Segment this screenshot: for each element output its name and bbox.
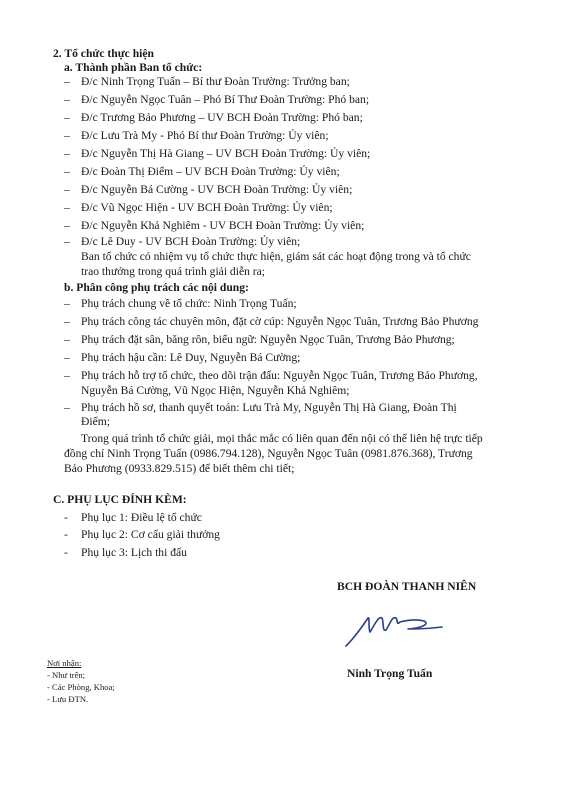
list-item: Phụ trách đặt sân, băng rôn, biểu ngữ: Nguyễn Ngọc Tuân, Trương Bảo Phương; — [81, 333, 455, 346]
duty-text: trao thưởng trong quá trình giải diễn ra; — [81, 265, 266, 278]
list-item-continuation: Nguyễn Bá Cường, Vũ Ngọc Hiện, Nguyễn Khả Nghiêm; — [81, 384, 350, 397]
list-bullet: – — [64, 235, 70, 248]
list-item: Phụ trách chung về tổ chức: Ninh Trọng Tuấn; — [81, 297, 297, 310]
list-bullet: - — [64, 528, 68, 541]
list-bullet: – — [64, 369, 70, 382]
list-bullet: – — [64, 111, 70, 124]
appendix-heading: C. PHỤ LỤC ĐÍNH KÈM: — [53, 493, 187, 506]
signer-name: Ninh Trọng Tuấn — [347, 667, 433, 680]
list-bullet: – — [64, 183, 70, 196]
list-item: Đ/c Lê Duy - UV BCH Đoàn Trường: Ủy viên; — [81, 235, 301, 248]
subsection-heading-a: a. Thành phần Ban tổ chức: — [64, 61, 203, 74]
list-bullet: – — [64, 297, 70, 310]
list-bullet: – — [64, 315, 70, 328]
list-item: Đ/c Nguyễn Khả Nghiêm - UV BCH Đoàn Trường: Ủy viên; — [81, 219, 365, 232]
list-bullet: – — [64, 75, 70, 88]
duty-text: Ban tổ chức có nhiệm vụ tổ chức thực hiện, giám sát các hoạt động trong và tổ chức — [81, 250, 471, 263]
list-bullet: - — [64, 511, 68, 524]
list-bullet: – — [64, 401, 70, 414]
list-item: Phụ lục 1: Điều lệ tổ chức — [81, 511, 202, 524]
list-item: Phụ trách hồ sơ, thanh quyết toán: Lưu Trà My, Nguyễn Thị Hà Giang, Đoàn Thị — [81, 401, 457, 414]
list-item: Phụ trách hỗ trợ tổ chức, theo dõi trận đấu: Nguyễn Ngọc Tuân, Trương Bảo Phương, — [81, 369, 478, 382]
recipient-item: - Như trên; — [47, 670, 86, 680]
list-item: Đ/c Ninh Trọng Tuấn – Bí thư Đoàn Trường: Trưởng ban; — [81, 75, 350, 88]
recipient-item: - Các Phòng, Khoa; — [47, 682, 115, 692]
recipient-item: - Lưu ĐTN. — [47, 694, 89, 704]
signature-org: BCH ĐOÀN THANH NIÊN — [337, 580, 477, 593]
list-item: Phụ lục 2: Cơ cấu giải thưởng — [81, 528, 220, 541]
handwritten-signature — [338, 602, 458, 652]
list-item: Đ/c Lưu Trà My - Phó Bí thư Đoàn Trường: Ủy viên; — [81, 129, 329, 142]
list-item: Đ/c Nguyễn Ngọc Tuân – Phó Bí Thư Đoàn Trường: Phó ban; — [81, 93, 370, 106]
list-bullet: – — [64, 219, 70, 232]
section-heading: 2. Tổ chức thực hiện — [53, 47, 154, 60]
recipients-label: Nơi nhận: — [47, 658, 82, 668]
list-bullet: – — [64, 165, 70, 178]
list-bullet: – — [64, 351, 70, 364]
list-item: Đ/c Đoàn Thị Điểm – UV BCH Đoàn Trường: Ủy viên; — [81, 165, 340, 178]
list-bullet: - — [64, 546, 68, 559]
contact-text: đồng chí Ninh Trọng Tuấn (0986.794.128), Nguyễn Ngọc Tuân (0981.876.368), Trương — [64, 447, 473, 460]
list-item: Phụ lục 3: Lịch thi đấu — [81, 546, 187, 559]
list-bullet: – — [64, 129, 70, 142]
list-bullet: – — [64, 201, 70, 214]
list-item: Đ/c Vũ Ngọc Hiện - UV BCH Đoàn Trường: Ủy viên; — [81, 201, 333, 214]
list-item: Đ/c Nguyễn Bá Cường - UV BCH Đoàn Trường: Ủy viên; — [81, 183, 353, 196]
contact-text: Trong quá trình tổ chức giải, mọi thắc mắc có liên quan đến nội có thể liên hệ trực tiếp — [81, 432, 483, 445]
list-bullet: – — [64, 93, 70, 106]
list-bullet: – — [64, 333, 70, 346]
list-bullet: – — [64, 147, 70, 160]
subsection-heading-b: b. Phân công phụ trách các nội dung: — [64, 281, 249, 294]
list-item: Đ/c Nguyễn Thị Hà Giang – UV BCH Đoàn Trường: Ủy viên; — [81, 147, 371, 160]
contact-text: Bảo Phương (0933.829.515) để biết thêm chi tiết; — [64, 462, 295, 475]
list-item-continuation: Điểm; — [81, 415, 110, 428]
list-item: Đ/c Trương Bảo Phương – UV BCH Đoàn Trường: Phó ban; — [81, 111, 363, 124]
list-item: Phụ trách công tác chuyên môn, đặt cờ cúp: Nguyễn Ngọc Tuân, Trương Bảo Phương — [81, 315, 479, 328]
list-item: Phụ trách hậu cần: Lê Duy, Nguyễn Bá Cường; — [81, 351, 301, 364]
